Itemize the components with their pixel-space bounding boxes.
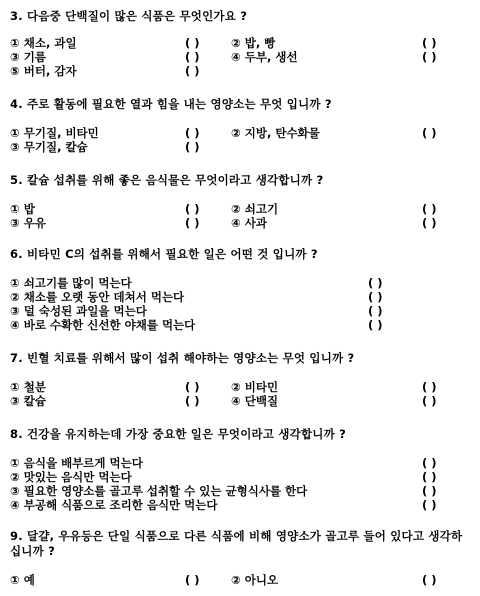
answer-blank[interactable]: ( ) — [368, 318, 383, 332]
option-1: ① 무기질, 비타민 — [10, 126, 99, 140]
answer-blank[interactable]: ( ) — [185, 126, 200, 140]
answer-blank[interactable]: ( ) — [185, 202, 200, 216]
answer-blank[interactable]: ( ) — [422, 573, 437, 587]
question-9 — [10, 529, 472, 587]
question-5 — [10, 173, 472, 230]
answer-blank[interactable]: ( ) — [185, 394, 200, 408]
answer-blank[interactable]: ( ) — [185, 380, 200, 394]
option-1: ① 철분 — [10, 380, 46, 394]
option-3: ③ 기름 — [10, 50, 46, 64]
option-1: ① 밥 — [10, 202, 35, 216]
answer-blank[interactable]: ( ) — [185, 64, 200, 78]
answer-blank[interactable]: ( ) — [185, 36, 200, 50]
question-3 — [10, 9, 472, 78]
question-6 — [10, 247, 472, 332]
answer-blank[interactable]: ( ) — [422, 36, 437, 50]
option-3: ③ 덜 숙성된 과일을 먹는다 — [10, 304, 147, 318]
answer-blank[interactable]: ( ) — [422, 470, 437, 484]
question-7 — [10, 351, 472, 408]
option-1: ① 채소, 과일 — [10, 36, 77, 50]
question-4 — [10, 97, 472, 154]
question-title: 3. 다음중 단백질이 많은 식품은 무엇인가요 ? — [10, 9, 248, 23]
option-3: ③ 무기질, 칼슘 — [10, 140, 88, 154]
answer-blank[interactable]: ( ) — [422, 202, 437, 216]
option-1: ① 음식을 배부르게 먹는다 — [10, 456, 143, 470]
answer-blank[interactable]: ( ) — [422, 456, 437, 470]
answer-blank[interactable]: ( ) — [185, 573, 200, 587]
option-2: ② 아니오 — [231, 573, 279, 587]
question-title: 5. 칼슘 섭취를 위해 좋은 음식물은 무엇이라고 생각합니까 ? — [10, 173, 324, 187]
answer-blank[interactable]: ( ) — [422, 216, 437, 230]
option-3: ③ 필요한 영양소를 골고루 섭취할 수 있는 균형식사를 한다 — [10, 484, 308, 498]
answer-blank[interactable]: ( ) — [185, 140, 200, 154]
option-4: ④ 사과 — [231, 216, 267, 230]
option-4: ④ 두부, 생선 — [231, 50, 298, 64]
question-8 — [10, 427, 472, 512]
answer-blank[interactable]: ( ) — [422, 50, 437, 64]
option-4: ④ 부공해 식품으로 조리한 음식만 먹는다 — [10, 498, 218, 512]
option-2: ② 밥, 빵 — [231, 36, 276, 50]
option-2: ② 채소를 오랫 동안 데쳐서 먹는다 — [10, 290, 185, 304]
option-2: ② 쇠고기 — [231, 202, 279, 216]
option-4: ④ 단백질 — [231, 394, 279, 408]
answer-blank[interactable]: ( ) — [422, 380, 437, 394]
question-title: 4. 주로 활동에 필요한 열과 힘을 내는 영양소는 무엇 입니까 ? — [10, 97, 332, 111]
option-3: ③ 칼슘 — [10, 394, 46, 408]
answer-blank[interactable]: ( ) — [368, 276, 383, 290]
option-3: ③ 우유 — [10, 216, 46, 230]
answer-blank[interactable]: ( ) — [422, 126, 437, 140]
question-title: 7. 빈혈 치료를 위해서 많이 섭취 해야하는 영양소는 무엇 입니까 ? — [10, 351, 355, 365]
option-2: ② 비타민 — [231, 380, 279, 394]
answer-blank[interactable]: ( ) — [368, 290, 383, 304]
option-1: ① 쇠고기를 많이 먹는다 — [10, 276, 132, 290]
option-5: ⑤ 버터, 감자 — [10, 64, 77, 78]
answer-blank[interactable]: ( ) — [185, 50, 200, 64]
option-2: ② 맛있는 음식만 먹는다 — [10, 470, 132, 484]
question-title: 6. 비타민 C의 섭취를 위해서 필요한 일은 어떤 것 입니까 ? — [10, 247, 318, 261]
option-4: ④ 바로 수확한 신선한 야채를 먹는다 — [10, 318, 196, 332]
question-title: 9. 달걀, 우유등은 단일 식품으로 다른 식품에 비해 영양소가 골고루 들어 있다고 생각하십니까 ? — [10, 529, 463, 558]
question-title: 8. 건강을 유지하는데 가장 중요한 일은 무엇이라고 생각합니까 ? — [10, 427, 346, 441]
option-1: ① 예 — [10, 573, 35, 587]
answer-blank[interactable]: ( ) — [422, 484, 437, 498]
answer-blank[interactable]: ( ) — [422, 498, 437, 512]
option-2: ② 지방, 탄수화물 — [231, 126, 320, 140]
answer-blank[interactable]: ( ) — [368, 304, 383, 318]
answer-blank[interactable]: ( ) — [185, 216, 200, 230]
answer-blank[interactable]: ( ) — [422, 394, 437, 408]
